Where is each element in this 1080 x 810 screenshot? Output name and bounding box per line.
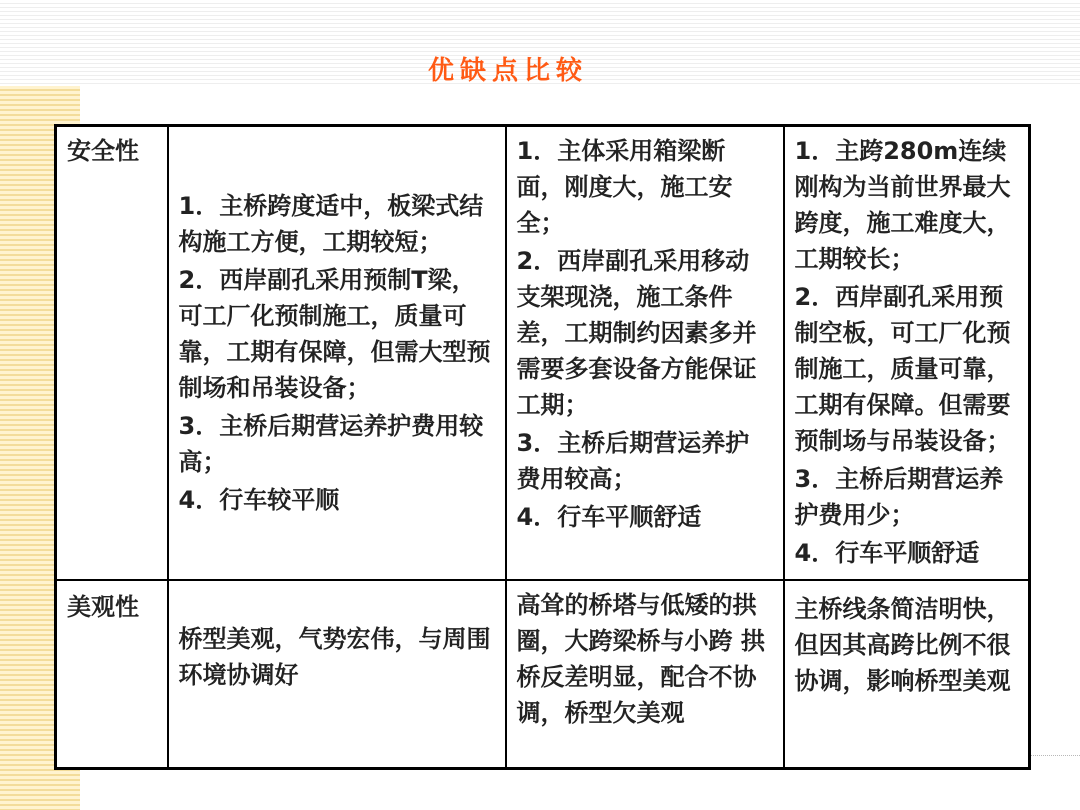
list-item: 4．行车平顺舒适 — [794, 539, 980, 567]
cell-option-2-aesthetics — [506, 580, 784, 769]
table-row-aesthetics — [56, 580, 1030, 769]
list-item: 主桥线条简洁明快，但因其高跨比例不很协调，影响桥型美观 — [794, 594, 1011, 695]
cell-option-3-safety — [784, 126, 1030, 580]
cell-option-3-aesthetics — [784, 580, 1030, 769]
comparison-table — [54, 124, 1031, 770]
list-item: 4．行车平顺舒适 — [516, 503, 702, 531]
list-item: 3．主桥后期营运养护费用少； — [794, 465, 1004, 529]
page-title: 优缺点比较 — [428, 56, 589, 86]
list-item: 4．行车较平顺 — [178, 485, 340, 514]
row-label-aesthetics: 美观性 — [56, 580, 168, 769]
list-item: 2．西岸副孔采用移动支架现浇，施工条件差，工期制约因素多并需要多套设备方能保证工期； — [516, 247, 757, 419]
list-item: 3．主桥后期营运养护费用较高； — [516, 429, 750, 493]
cell-option-1-aesthetics — [168, 580, 506, 769]
list-item: 2．西岸副孔采用预制T梁，可工厂化预制施工，质量可靠，工期有保障，但需大型预制场和吊装设备； — [178, 265, 491, 402]
list-item: 1．主桥跨度适中，板梁式结构施工方便，工期较短； — [178, 191, 484, 256]
list-item: 1．主体采用箱梁断面，刚度大，施工安全； — [516, 137, 733, 237]
list-item: 桥型美观，气势宏伟，与周围环境协调好 — [178, 624, 491, 689]
list-item: 2．西岸副孔采用预制空板，可工厂化预制施工，质量可靠，工期有保障。但需要预制场与吊装设备； — [794, 283, 1011, 455]
list-item: 1．主跨280m连续刚构为当前世界最大跨度，施工难度大，工期较长； — [794, 137, 1011, 273]
list-item: 高耸的桥塔与低矮的拱圈，大跨梁桥与小跨 拱桥反差明显，配合不协调，桥型欠美观 — [516, 590, 765, 727]
cell-option-2-safety — [506, 126, 784, 580]
list-item: 3．主桥后期营运养护费用较高； — [178, 411, 484, 476]
cell-option-1-safety — [168, 126, 506, 580]
row-label-safety: 安全性 — [56, 126, 168, 580]
table-row-safety — [56, 126, 1030, 580]
